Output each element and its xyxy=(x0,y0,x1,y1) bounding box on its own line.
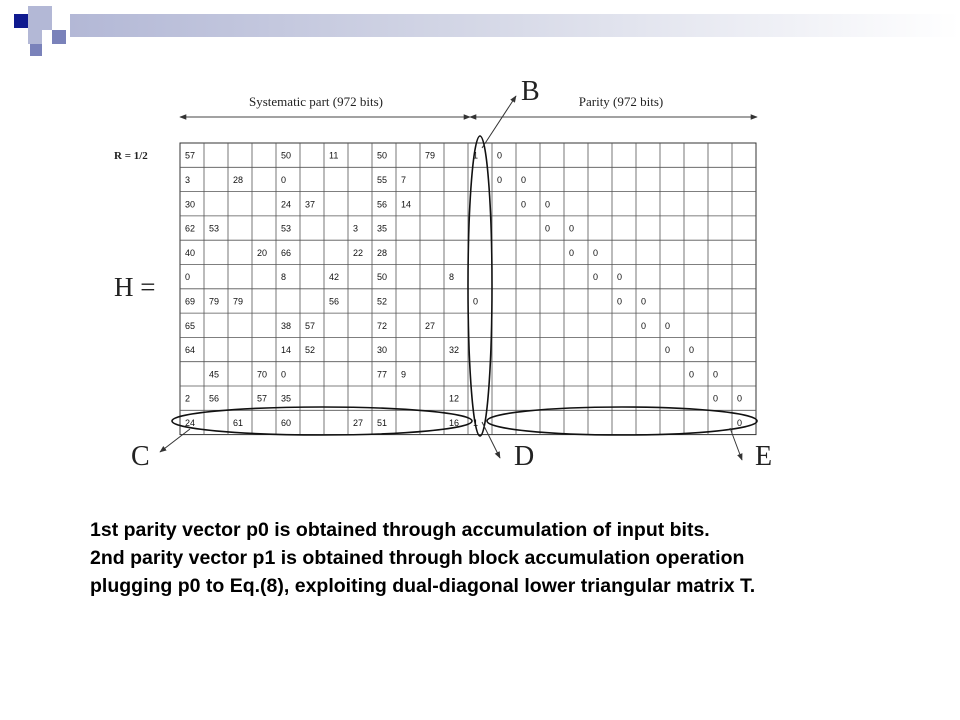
matrix-cell-value: 32 xyxy=(449,345,460,356)
matrix-cell-value: 52 xyxy=(377,296,388,307)
matrix-cell-value: 72 xyxy=(377,320,388,331)
matrix-cell-value: 0 xyxy=(473,296,479,307)
matrix-cell-value: 0 xyxy=(521,199,527,210)
matrix-cell-value: 1 xyxy=(473,417,479,428)
matrix-cell-value: 12 xyxy=(449,393,460,404)
matrix-cell-value: 14 xyxy=(401,199,412,210)
matrix-cell-value: 30 xyxy=(185,199,196,210)
matrix-cell-value: 8 xyxy=(449,272,455,283)
matrix-cell-value: 20 xyxy=(257,247,268,258)
matrix-cell-value: 79 xyxy=(425,150,436,161)
callout-b: B xyxy=(521,76,540,107)
callout-arrow-b xyxy=(482,96,516,148)
matrix-cell-value: 79 xyxy=(233,296,244,307)
callout-d: D xyxy=(514,441,535,472)
matrix-cell-value: 14 xyxy=(281,345,292,356)
matrix-cell-value: 50 xyxy=(281,150,292,161)
matrix-cell-value: 56 xyxy=(377,199,388,210)
matrix-cell-value: 0 xyxy=(665,345,671,356)
matrix-cell-value: 7 xyxy=(401,174,407,185)
matrix-cell-value: 64 xyxy=(185,345,196,356)
callout-arrow-c xyxy=(160,429,190,452)
matrix-cell-value: 3 xyxy=(353,223,359,234)
callout-arrow-e xyxy=(730,428,742,460)
matrix-cell-value: 1 xyxy=(473,150,479,161)
matrix-cell-value: 27 xyxy=(425,320,436,331)
matrix-cell-value: 2 xyxy=(185,393,191,404)
matrix-cell-value: 0 xyxy=(617,272,623,283)
matrix-cell-value: 40 xyxy=(185,247,196,258)
matrix-cell-value: 0 xyxy=(689,369,695,380)
caption-block xyxy=(90,516,950,600)
matrix-cell-value: 69 xyxy=(185,296,196,307)
row-c-ellipse xyxy=(172,407,472,435)
matrix-cell-value: 0 xyxy=(641,296,647,307)
matrix-cell-value: 0 xyxy=(617,296,623,307)
matrix-cell-value: 57 xyxy=(257,393,268,404)
matrix-cell-value: 16 xyxy=(449,417,460,428)
matrix-cell-value: 60 xyxy=(281,417,292,428)
matrix-cell-value: 35 xyxy=(281,393,292,404)
matrix-cell-value: 0 xyxy=(497,150,503,161)
matrix-cell-value: 57 xyxy=(185,150,196,161)
matrix-cell-value: 0 xyxy=(713,369,719,380)
matrix-cell-value: 0 xyxy=(641,320,647,331)
matrix-cell-value: 0 xyxy=(281,369,287,380)
matrix-cell-value: 45 xyxy=(209,369,220,380)
systematic-part-label: Systematic part (972 bits) xyxy=(249,94,383,109)
matrix-cell-value: 65 xyxy=(185,320,196,331)
rate-label: R = 1/2 xyxy=(114,150,148,162)
matrix-cell-value: 53 xyxy=(281,223,292,234)
matrix-cell-value: 9 xyxy=(401,369,407,380)
matrix-cell-value: 0 xyxy=(737,417,743,428)
matrix-cell-value: 51 xyxy=(377,417,388,428)
matrix-cell-value: 79 xyxy=(209,296,220,307)
matrix-cell-value: 38 xyxy=(281,320,292,331)
matrix-cell-value: 56 xyxy=(209,393,220,404)
matrix-cell-value: 11 xyxy=(329,150,339,161)
matrix-cell-value: 57 xyxy=(305,320,316,331)
matrix-cell-value: 0 xyxy=(521,174,527,185)
callout-arrow-d xyxy=(482,422,500,458)
matrix-cell-value: 8 xyxy=(281,272,287,283)
matrix-cell-value: 0 xyxy=(185,272,191,283)
matrix-h-label: H = xyxy=(114,272,156,302)
matrix-cell-value: 0 xyxy=(497,174,503,185)
matrix-cell-value: 24 xyxy=(185,417,196,428)
caption-line-1: 1st parity vector p0 is obtained through accumulation of input bits. xyxy=(90,519,710,541)
matrix-cell-value: 56 xyxy=(329,296,340,307)
matrix-cell-value: 62 xyxy=(185,223,196,234)
matrix-cell-value: 37 xyxy=(305,199,316,210)
caption-line-3: plugging p0 to Eq.(8), exploiting dual-diagonal lower triangular matrix T. xyxy=(90,575,756,597)
matrix-cell-value: 27 xyxy=(353,417,364,428)
matrix-cell-value: 0 xyxy=(665,320,671,331)
matrix-cell-value: 66 xyxy=(281,247,292,258)
callout-c: C xyxy=(131,441,150,472)
matrix-cell-value: 42 xyxy=(329,272,340,283)
matrix-cell-value: 0 xyxy=(593,272,599,283)
matrix-cell-value: 30 xyxy=(377,345,388,356)
matrix-cell-value: 0 xyxy=(545,199,551,210)
matrix-cell-value: 3 xyxy=(185,174,191,185)
column-b-ellipse xyxy=(468,136,492,436)
matrix-cell-value: 50 xyxy=(377,150,388,161)
matrix-cell-value: 0 xyxy=(569,247,575,258)
matrix-cell-value: 35 xyxy=(377,223,388,234)
matrix-cell-value: 0 xyxy=(713,393,719,404)
matrix-cell-value: 0 xyxy=(737,393,743,404)
matrix-cell-value: 50 xyxy=(377,272,388,283)
matrix-cell-value: 0 xyxy=(545,223,551,234)
matrix-cell-value: 0 xyxy=(689,345,695,356)
matrix-cell-value: 0 xyxy=(281,174,287,185)
caption-line-2: 2nd parity vector p1 is obtained through block accumulation operation xyxy=(90,547,745,569)
matrix-cell-value: 28 xyxy=(233,174,244,185)
matrix-cell-value: 70 xyxy=(257,369,268,380)
matrix-cell-value: 28 xyxy=(377,247,388,258)
matrix-cell-value: 53 xyxy=(209,223,220,234)
row-e-ellipse xyxy=(487,407,757,435)
matrix-cell-value: 52 xyxy=(305,345,316,356)
parity-part-label: Parity (972 bits) xyxy=(578,94,664,109)
matrix-cell-value: 77 xyxy=(377,369,388,380)
matrix-cell-value: 61 xyxy=(233,417,244,428)
matrix-cell-value: 24 xyxy=(281,199,292,210)
callout-e: E xyxy=(755,441,773,472)
matrix-cell-value: 0 xyxy=(569,223,575,234)
matrix-cell-value: 55 xyxy=(377,174,388,185)
matrix-cell-value: 22 xyxy=(353,247,364,258)
matrix-cell-value: 0 xyxy=(593,247,599,258)
